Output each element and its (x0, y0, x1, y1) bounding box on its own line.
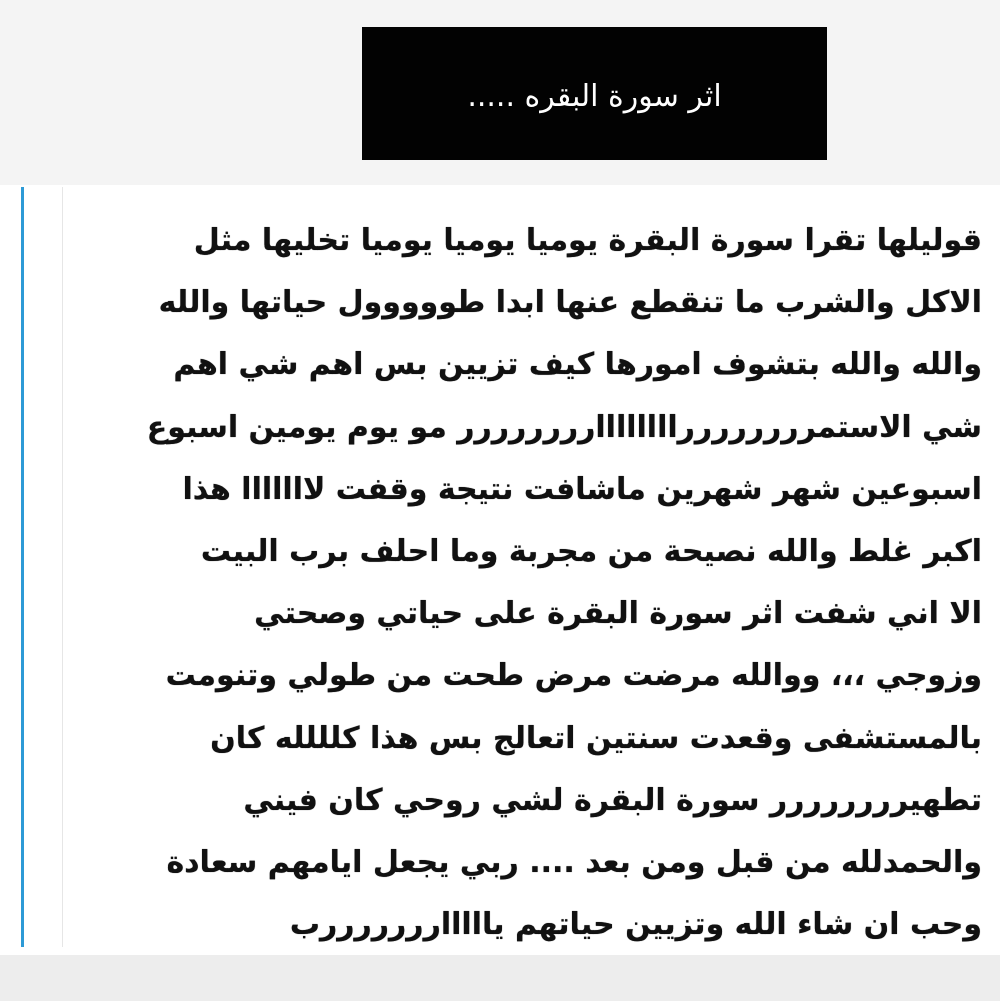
quote-accent-bar (21, 187, 24, 947)
text-line: شي الاستمرررررررراااااااارررررررر مو يوم يومين اسبوع (146, 409, 982, 445)
title-text: اثر سورة البقره ..... (467, 79, 722, 114)
text-line: بالمستشفى وقعدت سنتين اتعالج بس هذا كلللله كان (210, 720, 982, 756)
bottom-background (0, 955, 1000, 1001)
text-line: قوليلها تقرا سورة البقرة يوميا يوميا يوميا تخليها مثل (193, 223, 982, 258)
text-line: تطهيرررررررر سورة البقرة لشي روحي كان فيني (243, 782, 982, 818)
text-line: اسبوعين شهر شهرين ماشافت نتيجة وقفت لااااااا هذا (182, 471, 982, 507)
text-line: الاكل والشرب ما تنقطع عنها ابدا طووووول حياتها والله (158, 285, 982, 321)
body-text (62, 210, 982, 956)
text-line: وحب ان شاء الله وتزيين حياتهم يااااارررررررب (289, 907, 982, 943)
text-line: الا اني شفت اثر سورة البقرة على حياتي وصحتي (254, 596, 982, 632)
title-banner (362, 27, 827, 160)
text-line: والله والله بتشوف امورها كيف تزيين بس اهم شي اهم (173, 347, 982, 383)
text-line: اكبر غلط والله نصيحة من مجربة وما احلف برب البيت (200, 533, 982, 569)
text-line: وزوجي ،،، ووالله مرضت مرض طحت من طولي وتنومت (165, 658, 982, 694)
text-line: والحمدلله من قبل ومن بعد .... ربي يجعل ايامهم سعادة (166, 844, 982, 880)
